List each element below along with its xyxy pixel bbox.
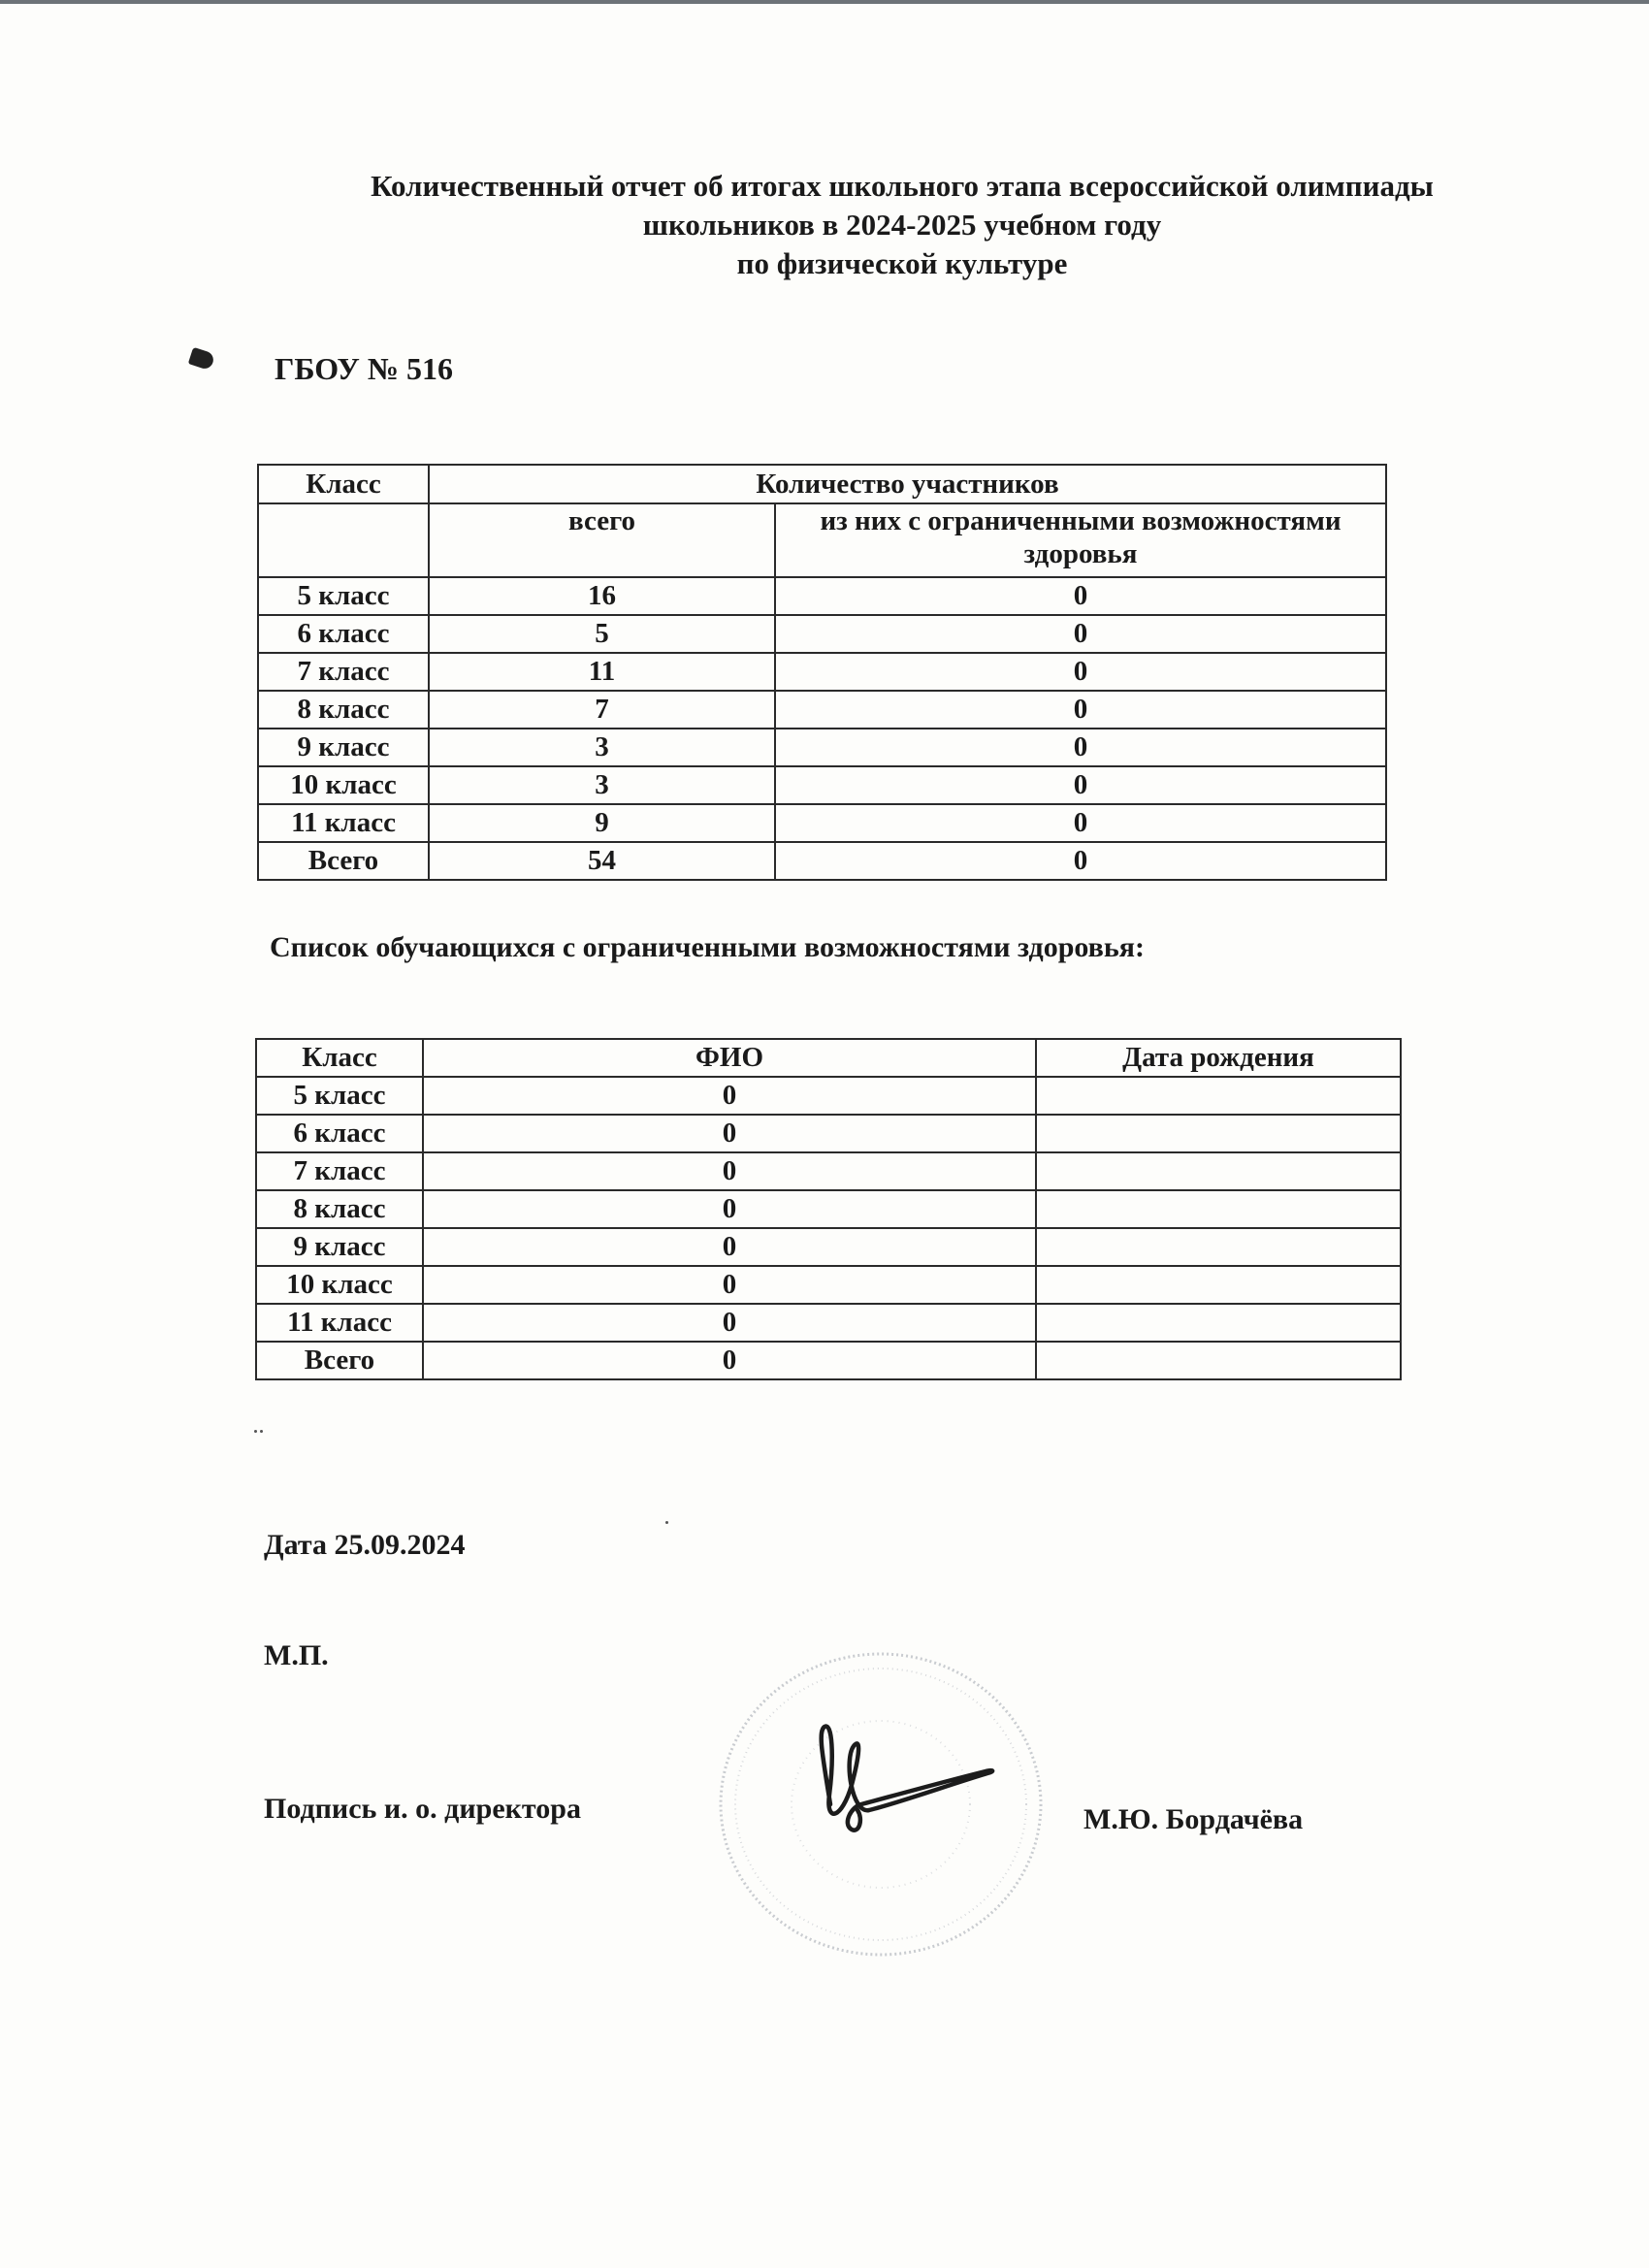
official-stamp-with-signature: [706, 1639, 1055, 1969]
class-cell: 7 класс: [256, 1152, 423, 1190]
class-cell: Всего: [256, 1342, 423, 1379]
title-line-2: школьников в 2024-2025 учебном году: [642, 208, 1162, 242]
class-cell: 6 класс: [256, 1115, 423, 1152]
subheader-empty: [258, 503, 429, 577]
name-cell: 0: [423, 1228, 1036, 1266]
disabled-cell: 0: [775, 653, 1386, 691]
students-list-heading: Список обучающихся с ограниченными возможностями здоровья:: [270, 931, 1145, 963]
header-total: всего: [429, 503, 775, 577]
seal-place-label: М.П.: [264, 1639, 329, 1671]
class-cell: 10 класс: [256, 1266, 423, 1304]
director-name: М.Ю. Бордачёва: [1083, 1803, 1304, 1835]
participants-header-row: [258, 465, 1386, 503]
disabled-cell: 0: [775, 804, 1386, 842]
class-cell: 10 класс: [258, 766, 429, 804]
class-cell: 9 класс: [258, 729, 429, 766]
disabled-cell: 0: [775, 842, 1386, 880]
disabled-cell: 0: [775, 691, 1386, 729]
class-cell: 6 класс: [258, 615, 429, 653]
table-row: [256, 1228, 1401, 1266]
table-row: [256, 1266, 1401, 1304]
class-cell: 5 класс: [258, 577, 429, 615]
signature-stroke: [822, 1727, 992, 1831]
table-row: [258, 577, 1386, 615]
class-cell: 7 класс: [258, 653, 429, 691]
birth-cell: [1036, 1115, 1401, 1152]
birth-cell: [1036, 1342, 1401, 1379]
stamp-circle: [721, 1654, 1041, 1955]
birth-cell: [1036, 1077, 1401, 1115]
birth-cell: [1036, 1266, 1401, 1304]
table-row: [256, 1152, 1401, 1190]
signature-label: Подпись и. о. директора: [264, 1793, 581, 1825]
participants-subheader-row: [258, 503, 1386, 577]
name-cell: 0: [423, 1077, 1036, 1115]
name-cell: 0: [423, 1152, 1036, 1190]
class-cell: 8 класс: [256, 1190, 423, 1228]
total-cell: 11: [429, 653, 775, 691]
disabled-cell: 0: [775, 615, 1386, 653]
title-line-1: Количественный отчет об итогах школьного этапа всероссийской олимпиады: [371, 169, 1434, 203]
table-row-total: [256, 1342, 1401, 1379]
report-title: [291, 167, 1513, 283]
report-date: Дата 25.09.2024: [264, 1529, 466, 1561]
birth-cell: [1036, 1190, 1401, 1228]
table-row: [256, 1304, 1401, 1342]
disabled-cell: 0: [775, 729, 1386, 766]
total-cell: 54: [429, 842, 775, 880]
table-row-total: [258, 842, 1386, 880]
class-cell: 9 класс: [256, 1228, 423, 1266]
total-cell: 9: [429, 804, 775, 842]
header-full-name: ФИО: [423, 1039, 1036, 1077]
header-birth-date: Дата рождения: [1036, 1039, 1401, 1077]
birth-cell: [1036, 1152, 1401, 1190]
disabled-cell: 0: [775, 577, 1386, 615]
class-cell: 11 класс: [258, 804, 429, 842]
total-cell: 16: [429, 577, 775, 615]
bullet-mark: [188, 347, 215, 372]
name-cell: 0: [423, 1190, 1036, 1228]
title-line-3: по физической культуре: [736, 246, 1068, 280]
birth-cell: [1036, 1228, 1401, 1266]
total-cell: 3: [429, 729, 775, 766]
students-header-row: [256, 1039, 1401, 1077]
total-cell: 7: [429, 691, 775, 729]
table-row: [258, 691, 1386, 729]
table-row: [258, 615, 1386, 653]
total-cell: 5: [429, 615, 775, 653]
class-cell: 11 класс: [256, 1304, 423, 1342]
scan-speck: [254, 1430, 257, 1433]
students-table: [255, 1038, 1402, 1380]
school-name: ГБОУ № 516: [275, 351, 454, 386]
disabled-cell: 0: [775, 766, 1386, 804]
table-row: [256, 1190, 1401, 1228]
name-cell: 0: [423, 1266, 1036, 1304]
name-cell: 0: [423, 1115, 1036, 1152]
class-cell: 8 класс: [258, 691, 429, 729]
name-cell: 0: [423, 1342, 1036, 1379]
total-cell: 3: [429, 766, 775, 804]
header-participant-count: Количество участников: [429, 465, 1386, 503]
scan-speck: [260, 1430, 263, 1433]
table-row: [258, 729, 1386, 766]
header-class: Класс: [258, 465, 429, 503]
table-row: [256, 1077, 1401, 1115]
table-row: [258, 653, 1386, 691]
table-row: [258, 766, 1386, 804]
table-row: [256, 1115, 1401, 1152]
name-cell: 0: [423, 1304, 1036, 1342]
birth-cell: [1036, 1304, 1401, 1342]
class-cell: Всего: [258, 842, 429, 880]
participants-table: [257, 464, 1387, 881]
table-row: [258, 804, 1386, 842]
class-cell: 5 класс: [256, 1077, 423, 1115]
header-class: Класс: [256, 1039, 423, 1077]
header-disabled: из них с ограниченными возможностями здоровья: [775, 503, 1386, 577]
scan-top-edge: [0, 0, 1649, 4]
scan-speck: [665, 1521, 668, 1524]
